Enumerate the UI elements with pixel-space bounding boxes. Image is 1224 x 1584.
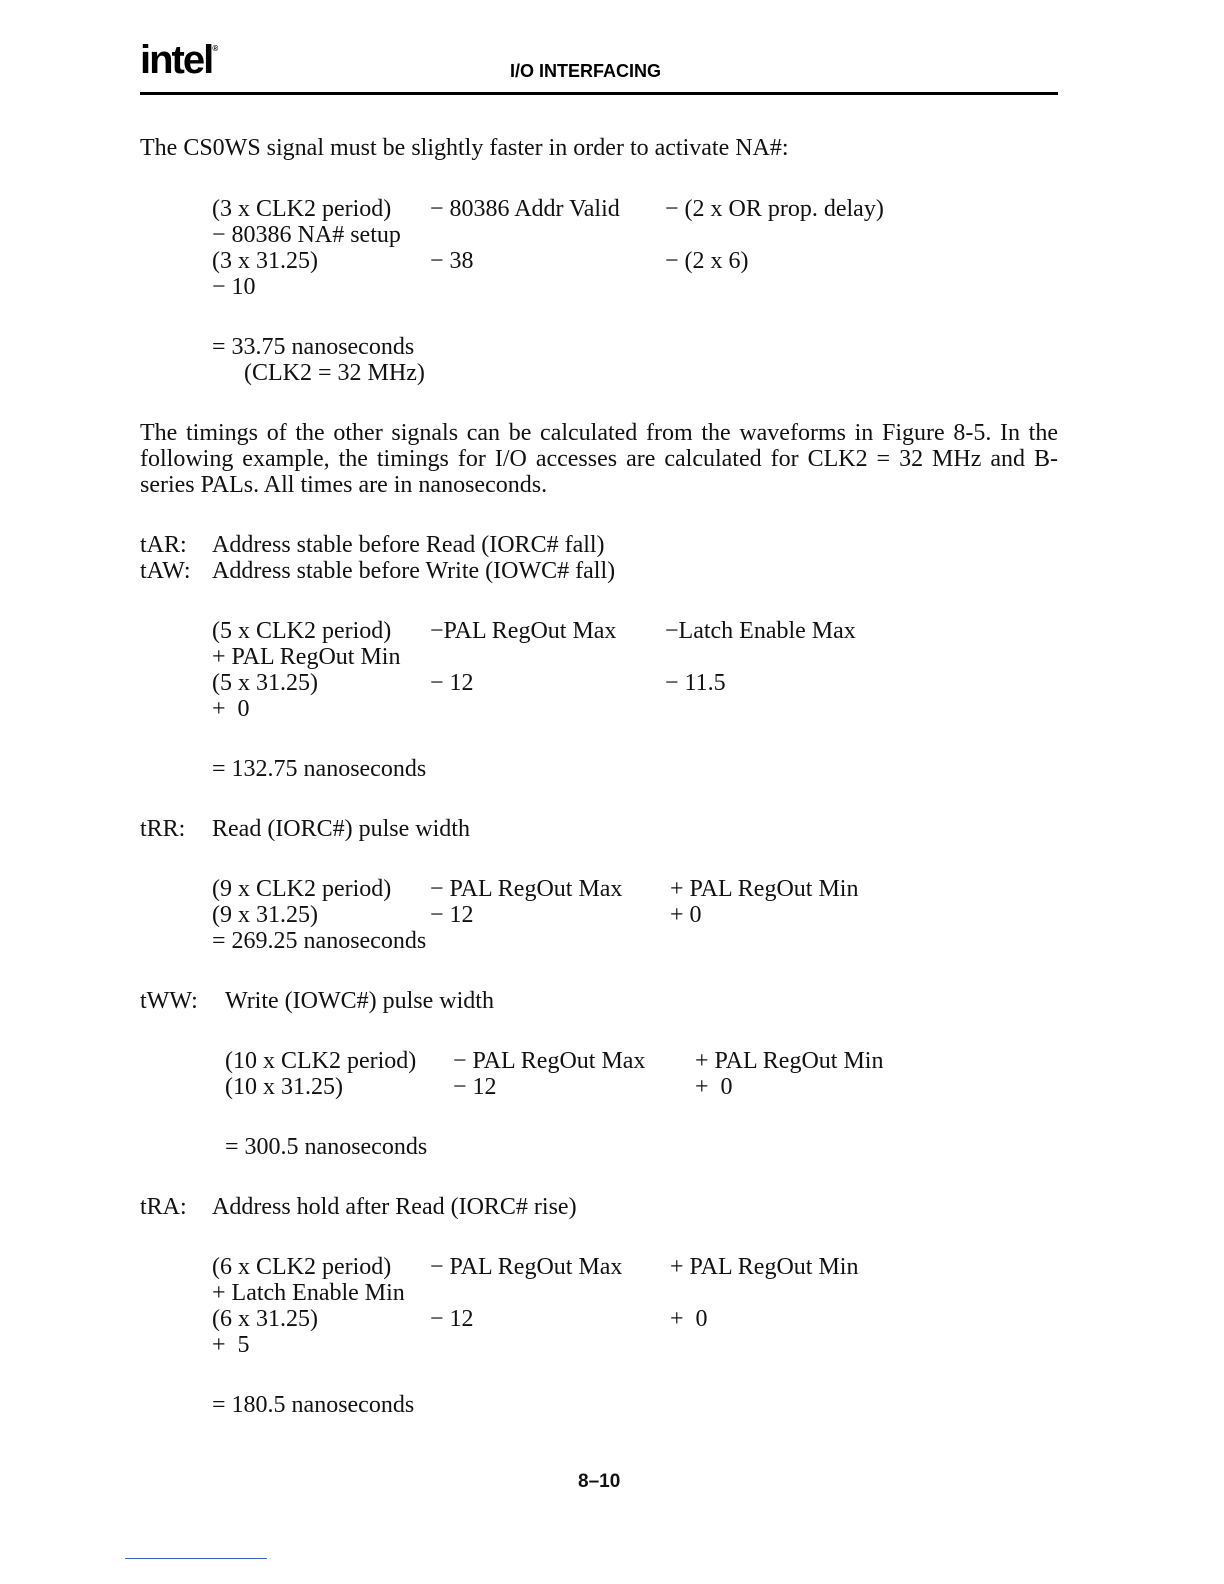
trr-term: (9 x CLK2 period) (212, 876, 392, 902)
tww-term: + PAL RegOut Min (695, 1048, 884, 1074)
tww-value: − 12 (453, 1074, 497, 1100)
timing-label-tra: tRA: (140, 1194, 187, 1220)
header-rule (140, 92, 1058, 95)
bottom-rule (125, 1558, 267, 1559)
tra-value: (6 x 31.25) (212, 1306, 318, 1332)
tra-value: + 5 (212, 1332, 250, 1358)
tar-value: − 12 (430, 670, 474, 696)
tww-value: (10 x 31.25) (225, 1074, 343, 1100)
tar-term: (5 x CLK2 period) (212, 618, 392, 644)
trr-term: − PAL RegOut Max (430, 876, 623, 902)
cs0ws-value: − 38 (430, 248, 474, 274)
cs0ws-note: (CLK2 = 32 MHz) (244, 360, 425, 386)
cs0ws-term: − 80386 NA# setup (212, 222, 401, 248)
tar-term: −Latch Enable Max (665, 618, 856, 644)
running-header: I/O INTERFACING (510, 61, 662, 81)
timing-desc-tra: Address hold after Read (IORC# rise) (212, 1194, 577, 1220)
tar-value: − 11.5 (665, 670, 726, 696)
tar-term: −PAL RegOut Max (430, 618, 617, 644)
cs0ws-term: − (2 x OR prop. delay) (665, 196, 884, 222)
tra-term: − PAL RegOut Max (430, 1254, 623, 1280)
tra-term: (6 x CLK2 period) (212, 1254, 392, 1280)
tar-term: + PAL RegOut Min (212, 644, 401, 670)
tar-value: (5 x 31.25) (212, 670, 318, 696)
tar-result: = 132.75 nanoseconds (212, 756, 427, 782)
cs0ws-term: − 80386 Addr Valid (430, 196, 620, 222)
trr-result: = 269.25 nanoseconds (212, 928, 427, 954)
tww-term: − PAL RegOut Max (453, 1048, 646, 1074)
timing-desc-tar: Address stable before Read (IORC# fall) (212, 532, 605, 558)
cs0ws-result: = 33.75 nanoseconds (212, 334, 415, 360)
tww-term: (10 x CLK2 period) (225, 1048, 417, 1074)
timing-label-tww: tWW: (140, 988, 198, 1014)
tra-term: + Latch Enable Min (212, 1280, 405, 1306)
tar-value: + 0 (212, 696, 250, 722)
intro-sentence: The CS0WS signal must be slightly faster in order to activate NA#: (140, 135, 789, 161)
tra-result: = 180.5 nanoseconds (212, 1392, 415, 1418)
trr-value: + 0 (670, 902, 702, 928)
trr-value: − 12 (430, 902, 474, 928)
tra-term: + PAL RegOut Min (670, 1254, 859, 1280)
cs0ws-value: − 10 (212, 274, 256, 300)
timing-label-tar: tAR: (140, 532, 187, 558)
page-number: 8–10 (578, 1471, 621, 1492)
trr-term: + PAL RegOut Min (670, 876, 859, 902)
timing-label-taw: tAW: (140, 558, 191, 584)
cs0ws-term: (3 x CLK2 period) (212, 196, 392, 222)
timing-label-trr: tRR: (140, 816, 186, 842)
cs0ws-value: (3 x 31.25) (212, 248, 318, 274)
tra-value: − 12 (430, 1306, 474, 1332)
timing-paragraph: The timings of the other signals can be calculated from the waveforms in Figure 8-5. In the following example, the timings for I/O accesses are calculated for CLK2 = 32 MHz and B-series PALs. All times are in nanoseconds. (140, 420, 1058, 498)
timing-desc-tww: Write (IOWC#) pulse width (225, 988, 494, 1014)
timing-desc-trr: Read (IORC#) pulse width (212, 816, 470, 842)
cs0ws-value: − (2 x 6) (665, 248, 749, 274)
timing-desc-taw: Address stable before Write (IOWC# fall) (212, 558, 616, 584)
tww-value: + 0 (695, 1074, 733, 1100)
tra-value: + 0 (670, 1306, 708, 1332)
intel-logo: intel ® (140, 38, 219, 82)
trr-value: (9 x 31.25) (212, 902, 318, 928)
tww-result: = 300.5 nanoseconds (225, 1134, 428, 1160)
